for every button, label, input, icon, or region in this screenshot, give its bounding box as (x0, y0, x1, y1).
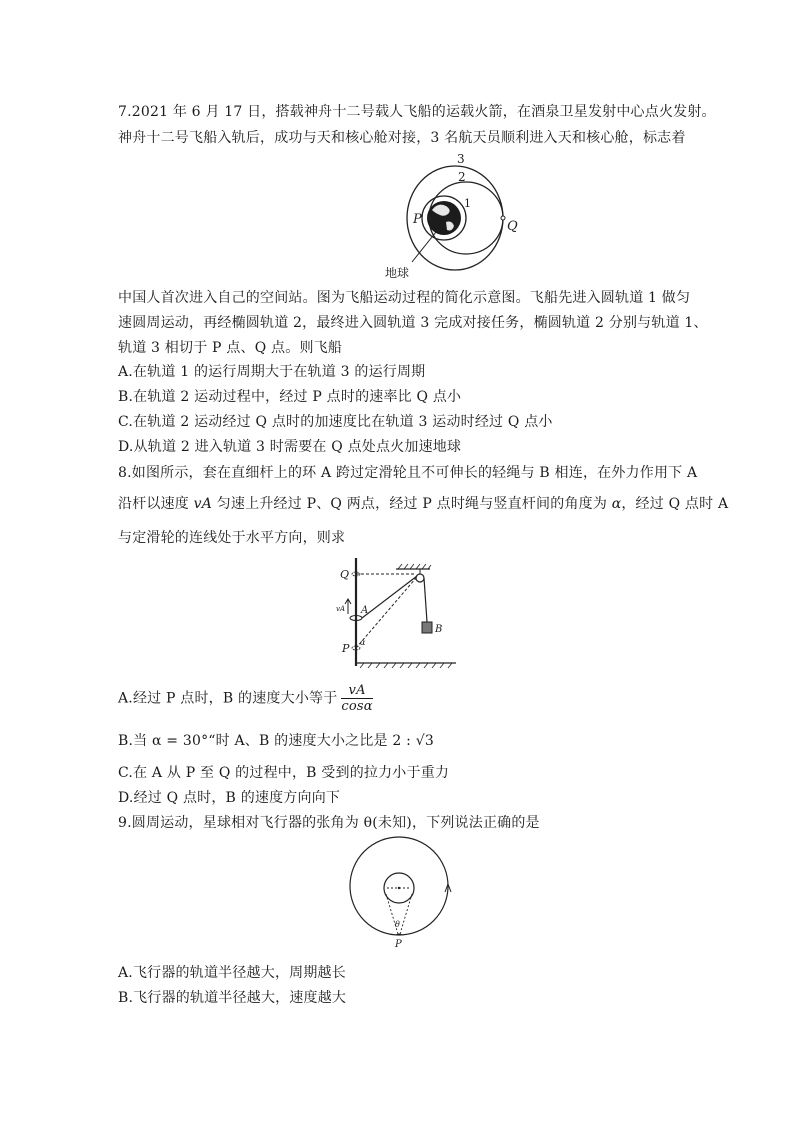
ceiling-hatch (398, 564, 431, 569)
q7-line-1: 7.2021 年 6 月 17 日，搭载神舟十二号载人飞船的运载火箭，在酒泉卫星发射中心点火发射。 (118, 104, 716, 120)
q7-option-d: D.从轨道 2 进入轨道 3 时需要在 Q 点处点火加速地球 (118, 439, 462, 455)
p-label: P (342, 642, 350, 655)
q7-line-2: 神舟十二号飞船入轨后，成功与天和核心舱对接，3 名航天员顺利进入天和核心舱，标志着 (118, 130, 686, 146)
q8-line-2-part-a: 沿杆以速度 (118, 496, 194, 512)
ground-hatch (360, 663, 452, 668)
point-p-dot (427, 216, 431, 220)
q8-velocity-symbol: vA (193, 496, 213, 512)
orbit-3-label: 3 (457, 152, 465, 166)
p-point-label: P (395, 939, 402, 950)
q9-option-a: A.飞行器的轨道半径越大，周期越长 (118, 965, 346, 981)
q8-option-b: B.当 α = 30°“时 A、B 的速度大小之比是 2 : √3 (118, 733, 434, 749)
q9-option-b: B.飞行器的轨道半径越大，速度越大 (118, 990, 347, 1006)
q7-option-a: A.在轨道 1 的运行周期大于在轨道 3 的运行周期 (118, 364, 426, 380)
point-p-label: P (413, 212, 422, 227)
pulley-wheel (416, 574, 424, 582)
q9-stem: 9.圆周运动，星球相对飞行器的张角为 θ(未知)，下列说法正确的是 (118, 815, 540, 831)
q-label: Q (340, 568, 350, 581)
orbit-diagram (380, 150, 530, 285)
q8-option-a-text: A.经过 P 点时，B 的速度大小等于 (118, 690, 338, 707)
alpha-label: α (360, 638, 366, 647)
q8-alpha-symbol: α (611, 496, 622, 512)
tangent-line-right (400, 894, 412, 934)
q8-fraction-numerator: vA (341, 683, 372, 699)
block-b (422, 622, 432, 633)
orbit-2-label: 2 (458, 170, 466, 184)
rope-pulley-to-b (424, 578, 427, 622)
q7-line-5: 轨道 3 相切于 P 点、Q 点。则飞船 (118, 340, 343, 356)
b-label: B (435, 624, 443, 635)
q8-option-c: C.在 A 从 P 至 Q 的过程中，B 受到的拉力小于重力 (118, 765, 450, 781)
q7-option-b: B.在轨道 2 运动过程中，经过 P 点时的速率比 Q 点小 (118, 389, 462, 405)
q7-line-3: 中国人首次进入自己的空间站。图为飞船运动过程的简化示意图。飞船先进入圆轨道 1 做匀 (118, 290, 691, 306)
q7-option-c: C.在轨道 2 运动经过 Q 点时的加速度比在轨道 3 运动时经过 Q 点小 (118, 414, 553, 430)
point-q-dot (501, 216, 505, 220)
q8-option-a (118, 683, 373, 714)
pulley-diagram (334, 556, 459, 670)
q8-option-d: D.经过 Q 点时，B 的速度方向向下 (118, 790, 341, 806)
q7-line-4: 速圆周运动，再经椭圆轨道 2，最终进入圆轨道 3 完成对接任务，椭圆轨道 2 分别与轨道 1、 (118, 315, 708, 331)
orbit-angle-diagram (344, 836, 456, 950)
q8-line-2-part-c: ，经过 Q 点时 A (621, 496, 729, 512)
v-label: vA (336, 605, 346, 613)
q8-line-2 (118, 493, 728, 513)
orbit-1-label: 1 (464, 197, 471, 210)
q8-line-3: 与定滑轮的连线处于水平方向，则求 (118, 530, 346, 546)
earth-label: 地球 (385, 266, 410, 280)
q8-fraction (341, 683, 372, 714)
rope-a-to-pulley (362, 576, 417, 618)
theta-label: θ (395, 920, 400, 929)
q8-fraction-denominator: cosα (341, 699, 373, 714)
velocity-arrow (345, 599, 351, 614)
q8-line-1: 8.如图所示，套在直细杆上的环 A 跨过定滑轮且不可伸长的轻绳与 B 相连，在外力作用下 A (118, 465, 698, 481)
q8-line-2-part-b: 匀速上升经过 P、Q 两点，经过 P 点时绳与竖直杆间的角度为 (212, 496, 612, 512)
point-q-label: Q (507, 219, 518, 234)
a-label: A (361, 605, 369, 616)
planet-center (398, 887, 400, 889)
